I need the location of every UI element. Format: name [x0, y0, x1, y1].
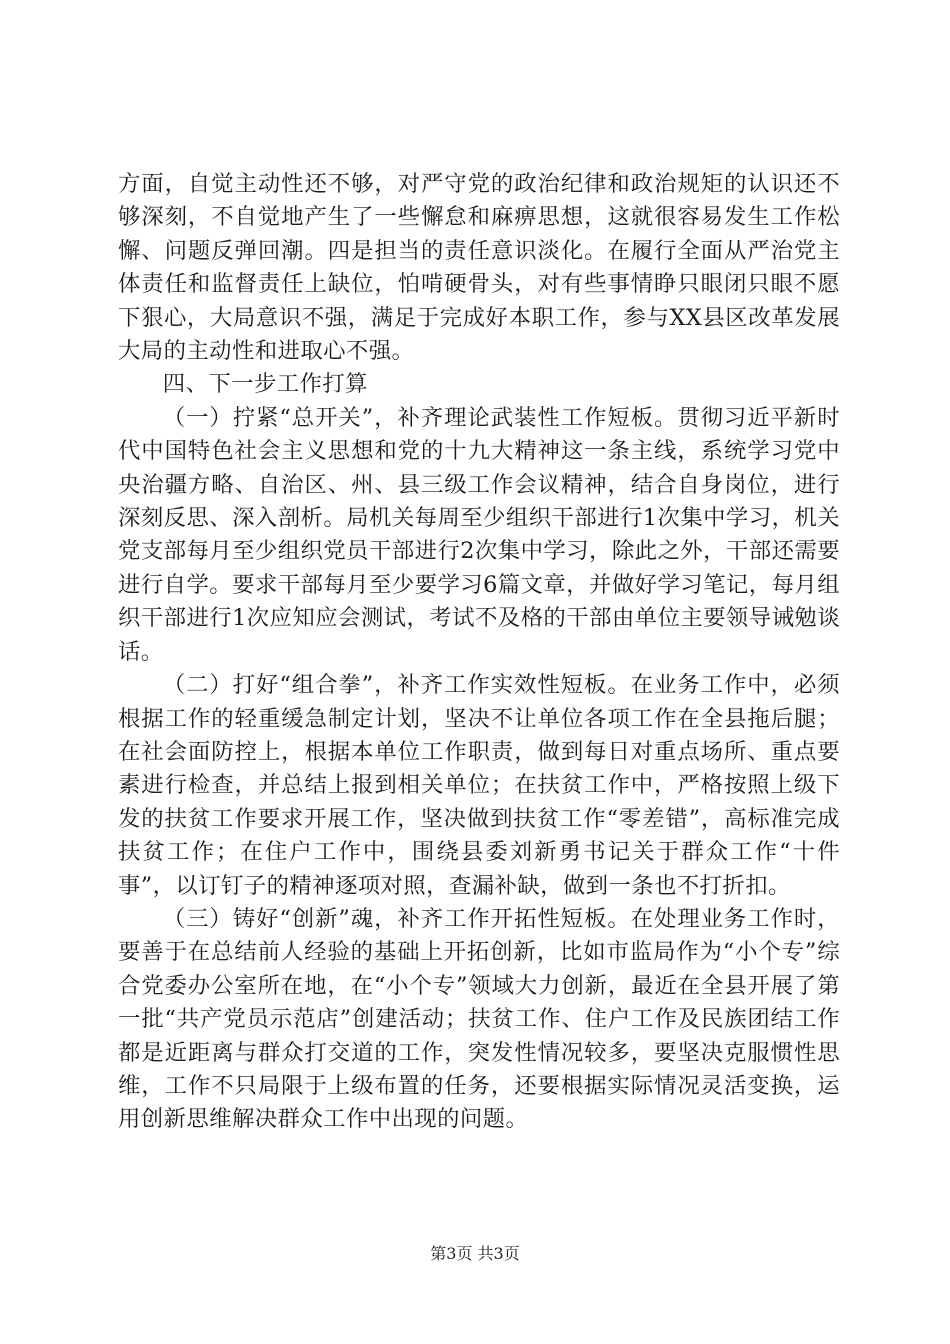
- paragraph-item-3: （三）铸好“创新”魂，补齐工作开拓性短板。在处理业务工作时，要善于在总结前人经验的基础上开拓创新，比如市监局作为“小个专”综合党委办公室所在地，在“小个专”领域大力创新，最近在全县开展了第一批“共产党员示范店”创建活动；扶贫工作、住户工作及民族团结工作都是近距离与群众打交道的工作，突发性情况较多，要坚决克服惯性思维，工作不只局限于上级布置的任务，还要根据实际情况灵活变换，运用创新思维解决群众工作中出现的问题。: [118, 905, 840, 1133]
- document-body: [118, 168, 840, 1137]
- paragraph-item-2: （二）打好“组合拳”，补齐工作实效性短板。在业务工作中，必须根据工作的轻重缓急制定计划，坚决不让单位各项工作在全县拖后腿；在社会面防控上，根据本单位工作职责，做到每日对重点场所、重点要素进行检查，并总结上报到相关单位；在扶贫工作中，严格按照上级下发的扶贫工作要求开展工作，坚决做到扶贫工作“零差错”，高标准完成扶贫工作；在住户工作中，围绕县委刘新勇书记关于群众工作“十件事”，以订钉子的精神逐项对照，查漏补缺，做到一条也不打折扣。: [118, 672, 840, 899]
- paragraph-item-1: （一）拧紧“总开关”，补齐理论武装性工作短板。贯彻习近平新时代中国特色社会主义思想和党的十九大精神这一条主线，系统学习党中央治疆方略、自治区、州、县三级工作会议精神，结合自身岗位，进行深刻反思、深入剖析。局机关每周至少组织干部进行1次集中学习，机关党支部每月至少组织党员干部进行2次集中学习，除此之外，干部还需要进行自学。要求干部每月至少要学习6篇文章，并做好学习笔记，每月组织干部进行1次应知应会测试，考试不及格的干部由单位主要领导诫勉谈话。: [118, 404, 840, 665]
- section-heading: 四、下一步工作打算: [162, 371, 368, 398]
- paragraph-continuation: 方面，自觉主动性还不够，对严守党的政治纪律和政治规矩的认识还不够深刻，不自觉地产生了一些懈怠和麻痹思想，这就很容易发生工作松懈、问题反弹回潮。四是担当的责任意识淡化。在履行全面从严治党主体责任和监督责任上缺位，怕啃硬骨头，对有些事情睁只眼闭只眼不愿下狠心，大局意识不强，满足于完成好本职工作，参与XX县区改革发展大局的主动性和进取心不强。: [118, 171, 840, 365]
- page-footer: 第3页 共3页: [430, 1244, 520, 1263]
